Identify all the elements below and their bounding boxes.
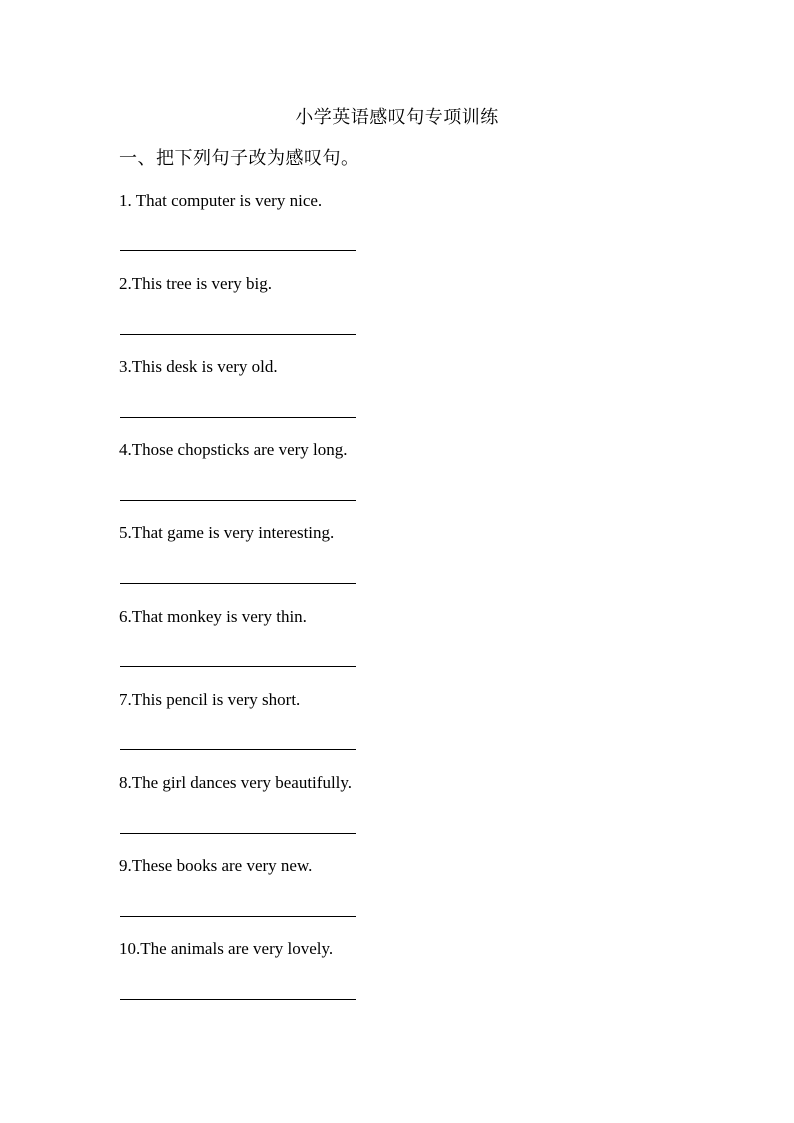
section-heading: 一、把下列句子改为感叹句。 [119,148,360,168]
question-4: 4.Those chopsticks are very long. [119,440,348,459]
worksheet-title: 小学英语感叹句专项训练 [295,107,499,127]
answer-line-3 [120,417,356,418]
question-1: 1. That computer is very nice. [119,191,323,210]
answer-line-10 [120,999,356,1000]
answer-line-6 [120,666,356,667]
question-9: 9.These books are very new. [119,856,313,875]
question-5: 5.That game is very interesting. [119,523,335,542]
question-7: 7.This pencil is very short. [119,690,301,709]
answer-line-8 [120,833,356,834]
answer-line-7 [120,749,356,750]
answer-line-4 [120,500,356,501]
question-3: 3.This desk is very old. [119,357,278,376]
question-2: 2.This tree is very big. [119,274,272,293]
answer-line-9 [120,916,356,917]
question-8: 8.The girl dances very beautifully. [119,773,353,792]
question-10: 10.The animals are very lovely. [119,939,334,958]
answer-line-5 [120,583,356,584]
question-6: 6.That monkey is very thin. [119,607,307,626]
answer-line-2 [120,334,356,335]
answer-line-1 [120,250,356,251]
